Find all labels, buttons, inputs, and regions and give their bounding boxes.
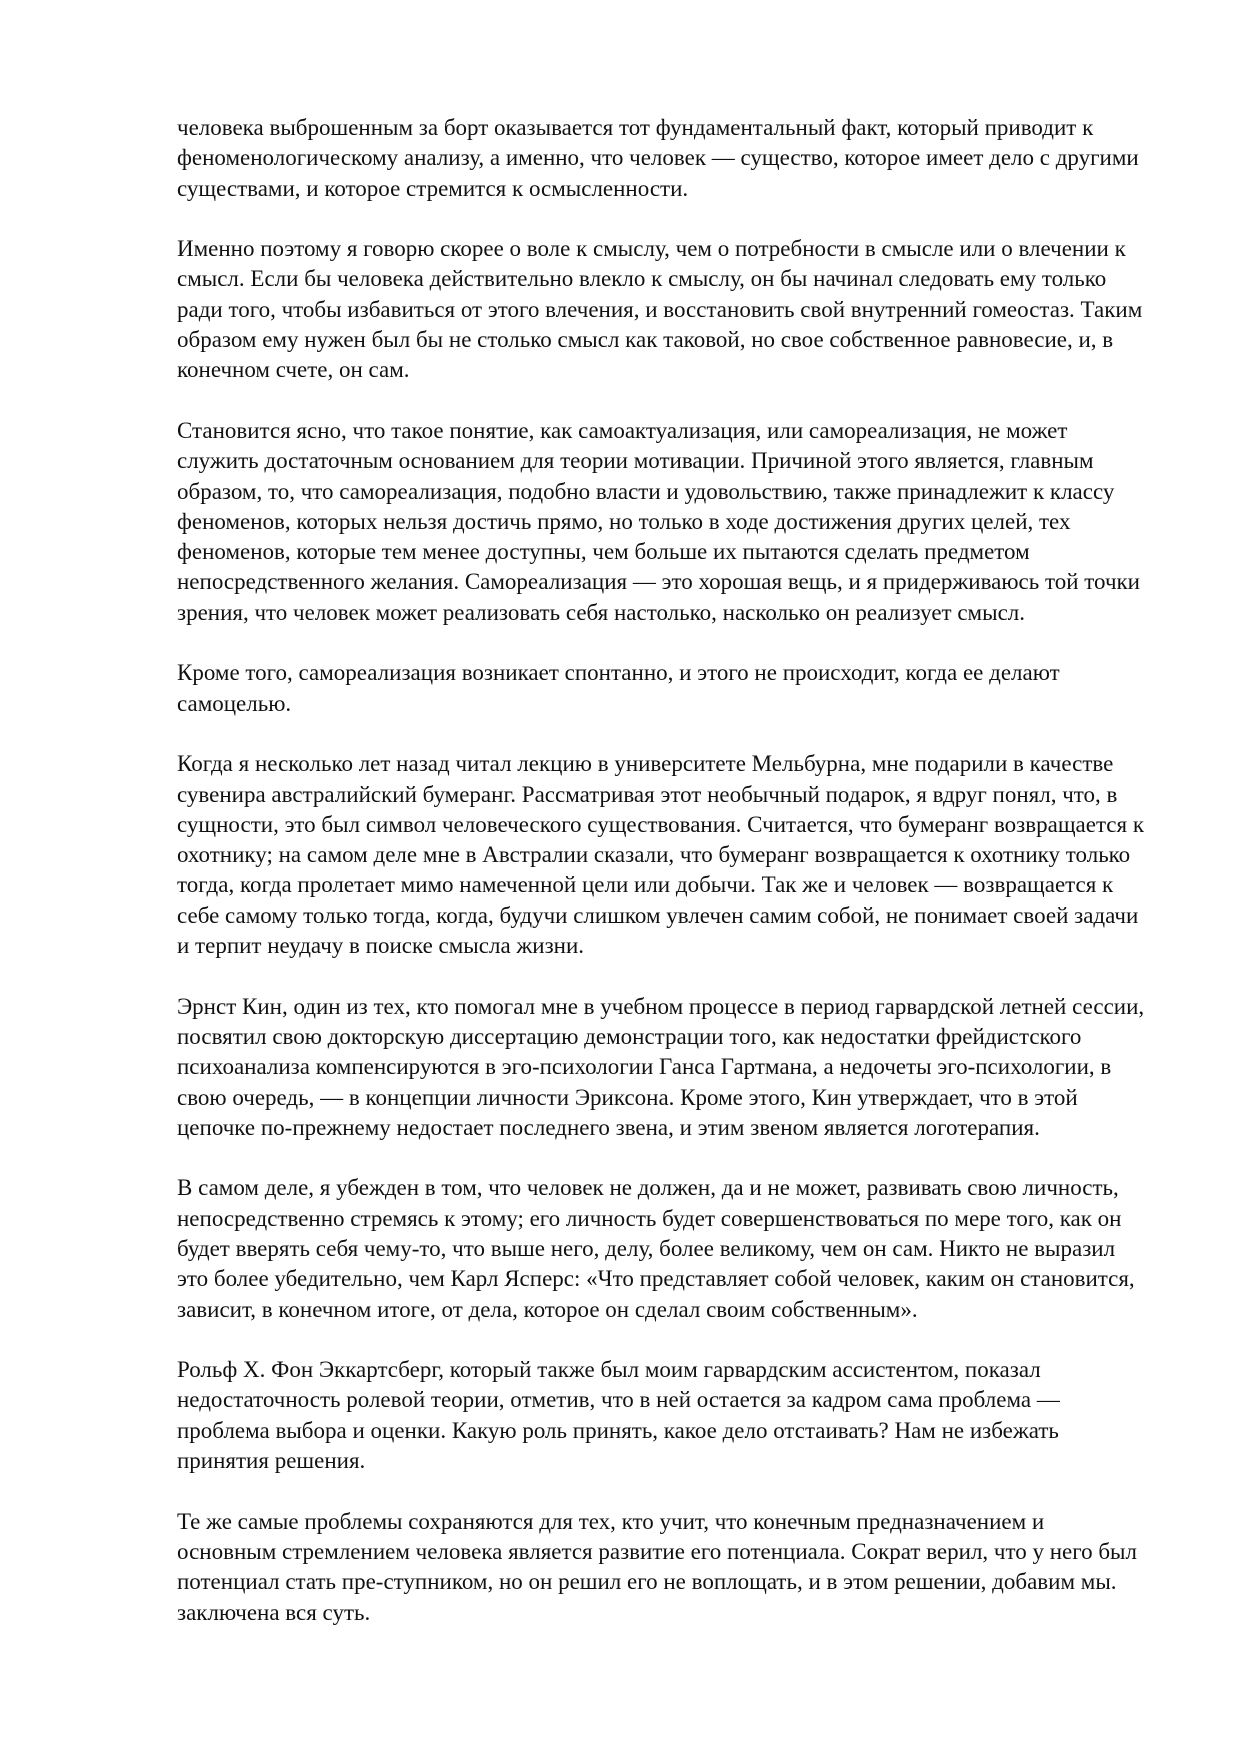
text-line: сущности, это был символ человеческого существования. Считается, что бумеранг возвращается к xyxy=(177,811,1144,837)
text-line: смысл. Если бы человека действительно влекло к смыслу, он бы начинал следовать ему только xyxy=(177,266,1107,292)
paragraph xyxy=(177,658,1177,719)
text-line: Именно поэтому я говорю скорее о воле к смыслу, чем о потребности в смысле или о влечении к xyxy=(177,236,1126,262)
text-line: феноменологическому анализу, а именно, что человек — существо, которое имеет дело с другими xyxy=(177,145,1139,171)
paragraph xyxy=(177,416,1177,628)
paragraph xyxy=(177,992,1177,1143)
paragraph xyxy=(177,234,1177,385)
text-line: образом ему нужен был бы не столько смысл как таковой, но свое собственное равновесие, и, в xyxy=(177,327,1114,353)
text-line: цепочке по-прежнему недостает последнего звена, и этим звеном является логотерапия. xyxy=(177,1114,1040,1140)
text-line: психоанализа компенсируются в эго-психологии Ганса Гартмана, а недочеты эго-психологии, в xyxy=(177,1054,1112,1080)
paragraph xyxy=(177,1355,1177,1476)
text-line: образом, то, что самореализация, подобно власти и удовольствию, также принадлежит к классу xyxy=(177,478,1115,504)
text-line: конечном счете, он сам. xyxy=(177,357,410,383)
text-line: зрения, что человек может реализовать себя настолько, насколько он реализует смысл. xyxy=(177,599,1026,625)
text-line: сувенира австралийский бумеранг. Рассматривая этот необычный подарок, я вдруг понял, что, в xyxy=(177,781,1118,807)
paragraph xyxy=(177,749,1177,961)
text-line: непосредственно стремясь к этому; его личность будет совершенствоваться по мере того, как он xyxy=(177,1205,1122,1231)
text-line: существами, и которое стремится к осмысленности. xyxy=(177,175,689,201)
text-line: служить достаточным основанием для теории мотивации. Причиной этого является, главным xyxy=(177,448,1094,474)
document-page xyxy=(177,113,1177,1658)
text-line: основным стремлением человека является развитие его потенциала. Сократ верил, что у него был xyxy=(177,1538,1137,1564)
text-line: Те же самые проблемы сохраняются для тех, кто учит, что конечным предназначением и xyxy=(177,1508,1045,1534)
text-line: зависит, в конечном итоге, от дела, которое он сделал своим собственным». xyxy=(177,1296,918,1322)
text-line: феноменов, которые тем менее доступны, чем больше их пытаются сделать предметом xyxy=(177,539,1030,565)
text-line: и терпит неудачу в поиске смысла жизни. xyxy=(177,933,585,959)
text-line: это более убедительно, чем Карл Ясперс: «Что представляет собой человек, каким он становится, xyxy=(177,1266,1135,1292)
text-line: себе самому только тогда, когда, будучи слишком увлечен самим собой, не понимает своей задачи xyxy=(177,902,1139,928)
text-line: будет вверять себя чему-то, что выше него, делу, более великому, чем он сам. Никто не выразил xyxy=(177,1235,1116,1261)
text-line: непосредственного желания. Самореализация — это хорошая вещь, и я придерживаюсь той точки xyxy=(177,569,1140,595)
text-line: тогда, когда пролетает мимо намеченной цели или добычи. Так же и человек — возвращается к xyxy=(177,872,1114,898)
paragraph xyxy=(177,113,1177,204)
text-line: недостаточность ролевой теории, отметив, что в ней остается за кадром сама проблема — xyxy=(177,1387,1060,1413)
text-line: принятия решения. xyxy=(177,1448,366,1474)
text-line: Становится ясно, что такое понятие, как самоактуализация, или самореализация, не может xyxy=(177,417,1068,443)
text-line: феноменов, которых нельзя достичь прямо, но только в ходе достижения других целей, тех xyxy=(177,508,1071,534)
text-line: человека выброшенным за борт оказывается тот фундаментальный факт, который приводит к xyxy=(177,115,1094,140)
text-line: ради того, чтобы избавиться от этого влечения, и восстановить свой внутренний гомеостаз. Таким xyxy=(177,296,1143,322)
text-line: проблема выбора и оценки. Какую роль принять, какое дело отстаивать? Нам не избежать xyxy=(177,1417,1059,1443)
text-line: Когда я несколько лет назад читал лекцию в университете Мельбурна, мне подарили в качестве xyxy=(177,751,1114,777)
text-line: потенциал стать пре-ступником, но он решил его не воплощать, и в этом решении, добавим мы. xyxy=(177,1569,1117,1595)
text-line: В самом деле, я убежден в том, что человек не должен, да и не может, развивать свою личность, xyxy=(177,1175,1119,1201)
text-line: Эрнст Кин, один из тех, кто помогал мне в учебном процессе в период гарвардской летней сессии, xyxy=(177,993,1145,1019)
text-line: свою очередь, — в концепции личности Эриксона. Кроме этого, Кин утверждает, что в этой xyxy=(177,1084,1078,1110)
text-line: охотнику; на самом деле мне в Австралии сказали, что бумеранг возвращается к охотнику только xyxy=(177,842,1131,868)
text-line: заключена вся суть. xyxy=(177,1599,371,1625)
text-line: посвятил свою докторскую диссертацию демонстрации того, как недостатки фрейдистского xyxy=(177,1023,1082,1049)
text-line: Кроме того, самореализация возникает спонтанно, и этого не происходит, когда ее делают xyxy=(177,660,1060,686)
paragraph xyxy=(177,1507,1177,1628)
text-line: Рольф Х. Фон Эккартсберг, который также был моим гарвардским ассистентом, показал xyxy=(177,1357,1041,1383)
paragraph xyxy=(177,1173,1177,1324)
text-line: самоцелью. xyxy=(177,690,292,716)
